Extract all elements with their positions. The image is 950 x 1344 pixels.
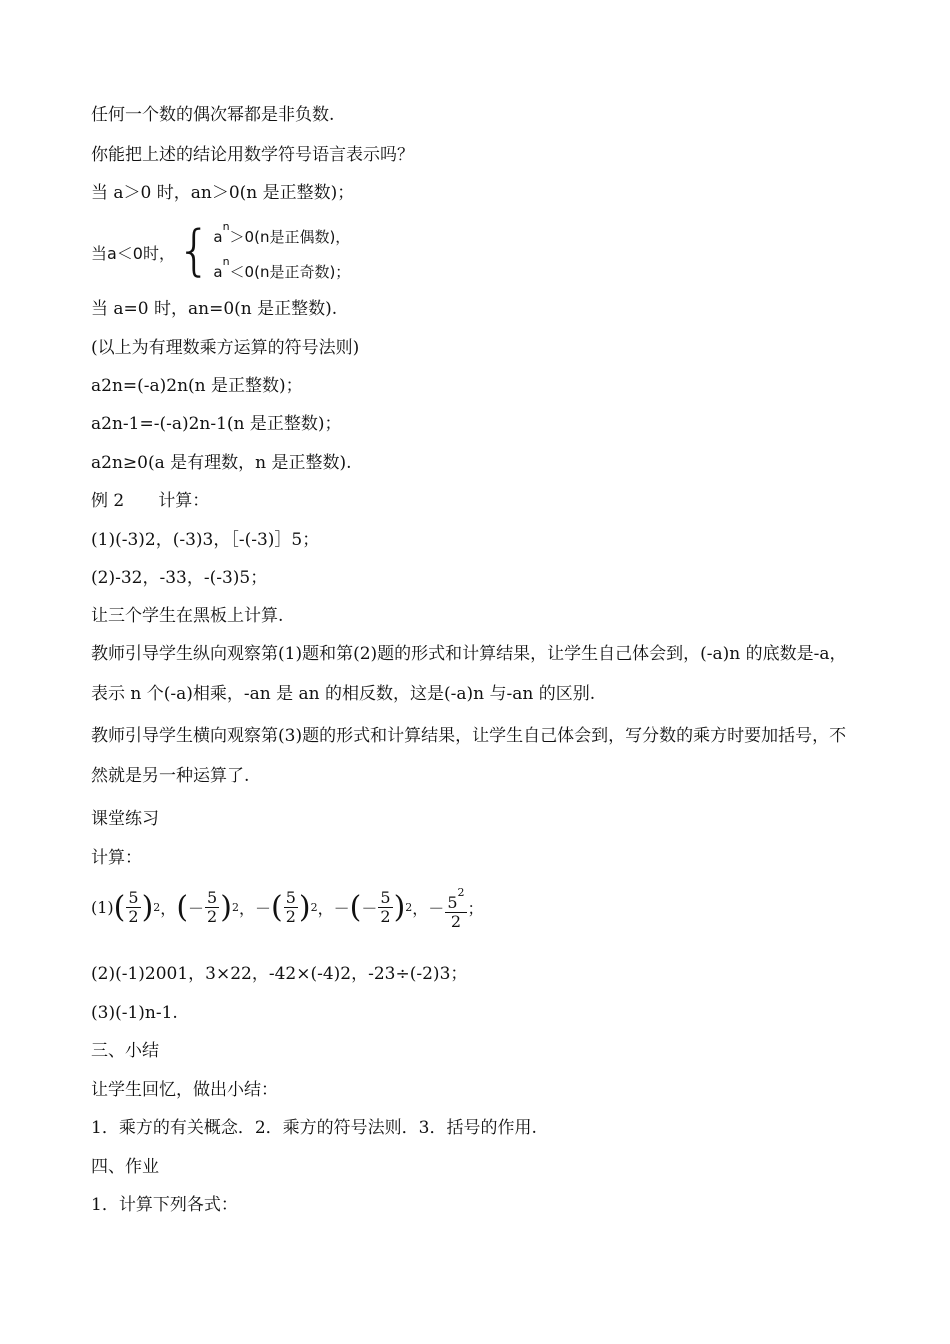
fraction: $\frac{5}{2}$ xyxy=(128,888,139,926)
section-heading: 三、小结 xyxy=(91,1041,159,1061)
text-line: 你能把上述的结论用数学符号语言表示吗？ xyxy=(91,145,414,165)
text-line: 让三个学生在黑板上计算. xyxy=(91,606,284,626)
fraction: $\frac{5^2}{2}$ xyxy=(447,886,465,931)
text-line: 1．计算下列各式： xyxy=(91,1195,238,1215)
text-line: 当 a＞0 时，an＞0(n 是正整数)； xyxy=(91,183,355,203)
text-line: 1．乘方的有关概念．2．乘方的符号法则．3．括号的作用. xyxy=(91,1118,537,1138)
case-row-odd: $a^n<0(n$是正奇数)； xyxy=(213,255,351,281)
paragraph: 教师引导学生纵向观察第(1)题和第(2)题的形式和计算结果，让学生自己体会到，(-a)n 的底数是-a，表示 n 个(-a)相乘，-an 是 an 的相反数，这是(-a)n 与-an 的区别. xyxy=(91,644,847,704)
text-line: (2)-32，-33，-(-3)5； xyxy=(91,568,268,588)
text-line: (1)(-3)2，(-3)3，［-(-3)］5； xyxy=(91,530,320,550)
paragraph: 教师引导学生横向观察第(3)题的形式和计算结果，让学生自己体会到，写分数的乘方时要加括号，不然就是另一种运算了. xyxy=(91,726,847,786)
text-line: (2)(-1)2001，3×22，-42×(-4)2，-23÷(-2)3； xyxy=(91,964,468,984)
case-block xyxy=(91,220,350,282)
case-lead: 当a＜0时， xyxy=(91,243,175,263)
case-row-even: $a^n>0(n$是正偶数)， xyxy=(213,220,351,246)
section-heading: 课堂练习 xyxy=(91,809,159,829)
text-line: 当 a=0 时，an=0(n 是正整数). xyxy=(91,299,338,319)
section-heading: 四、作业 xyxy=(91,1157,159,1177)
text-line: (3)(-1)n-1. xyxy=(91,1003,178,1023)
fraction: $\frac{5}{2}$ xyxy=(207,888,218,926)
brace-symbol: { xyxy=(177,219,212,282)
text-line: 让学生回忆，做出小结： xyxy=(91,1080,278,1100)
text-line: a2n-1=-(-a)2n-1(n 是正整数)； xyxy=(91,414,342,434)
text-line: (以上为有理数乘方运算的符号法则) xyxy=(91,338,360,358)
example-heading: 例 2 计算： xyxy=(91,491,210,511)
text-line: a2n=(-a)2n(n 是正整数)； xyxy=(91,376,303,396)
fraction-exercise: (1) ( $\frac{5}{2}$ ) 2 ， ( － $\frac{5}{2}$ ) 2 ， － ( $\frac{5}{2}$ ) 2 ， － ( － $\frac{5}{2}$ ) 2 ， － $\frac{5^2}{2}$ ； xyxy=(91,886,484,931)
text-line: a2n≥0(a 是有理数，n 是正整数). xyxy=(91,453,352,473)
fraction: $\frac{5}{2}$ xyxy=(285,888,296,926)
text-line: 任何一个数的偶次幂都是非负数. xyxy=(91,105,335,125)
fraction: $\frac{5}{2}$ xyxy=(380,888,391,926)
text-line: 计算： xyxy=(91,848,142,868)
